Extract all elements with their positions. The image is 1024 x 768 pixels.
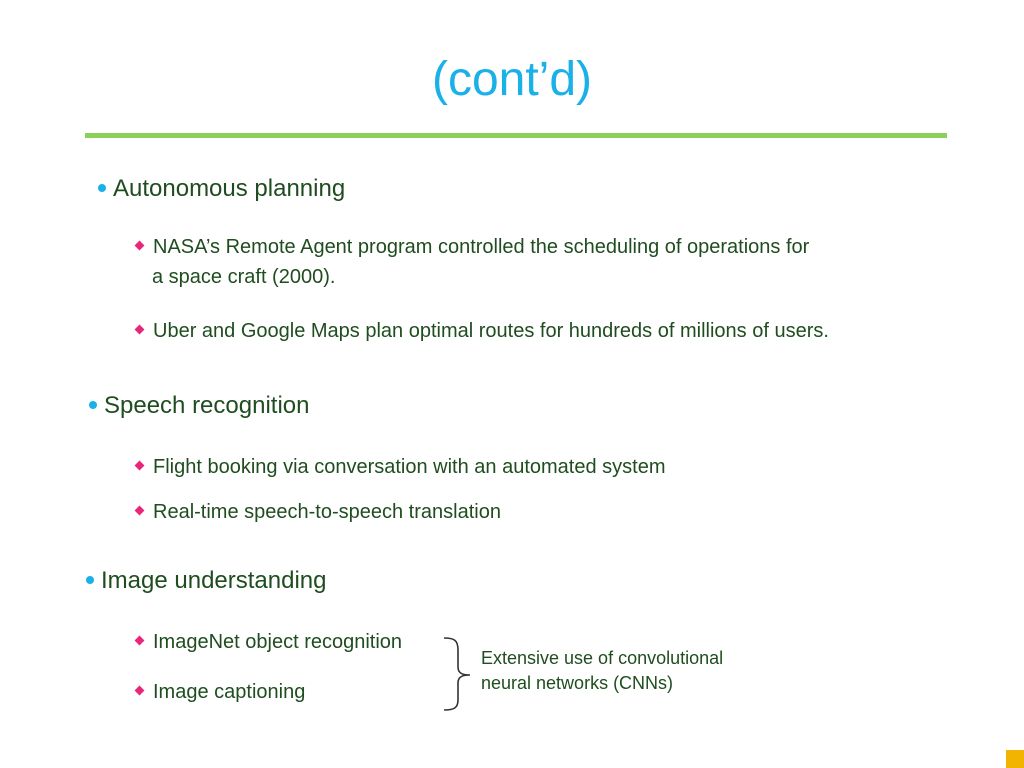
curly-brace-icon <box>440 630 480 716</box>
item-text: Uber and Google Maps plan optimal routes for hundreds of millions of users. <box>153 320 829 342</box>
diamond-bullet-icon <box>135 506 145 516</box>
item-text: NASA’s Remote Agent program controlled the scheduling of operations for <box>153 236 810 258</box>
sub-bullet-image-captioning <box>134 681 305 704</box>
slide-title: (cont’d) <box>431 53 593 106</box>
sub-bullet-nasa <box>134 236 809 259</box>
item-text: Real-time speech-to-speech translation <box>153 501 501 523</box>
diamond-bullet-icon <box>135 636 145 646</box>
title-divider <box>85 133 947 138</box>
cnn-note <box>481 646 723 696</box>
bullet-autonomous-planning <box>98 175 345 203</box>
corner-square-decoration <box>1006 750 1024 768</box>
diamond-bullet-icon <box>135 686 145 696</box>
bullet-dot-icon <box>89 401 97 409</box>
sub-bullet-flight-booking <box>134 456 666 479</box>
sub-bullet-imagenet <box>134 631 402 654</box>
sub-bullet-uber <box>134 320 829 343</box>
item-text: Image captioning <box>153 681 306 703</box>
section-heading: Speech recognition <box>104 392 310 419</box>
diamond-bullet-icon <box>135 241 145 251</box>
note-line: Extensive use of convolutional <box>481 648 724 668</box>
diamond-bullet-icon <box>135 325 145 335</box>
bullet-dot-icon <box>86 576 94 584</box>
section-heading: Autonomous planning <box>113 175 346 202</box>
bullet-image-understanding <box>86 567 327 595</box>
section-heading: Image understanding <box>101 567 327 594</box>
sub-bullet-speech-translation <box>134 501 501 524</box>
note-line: neural networks (CNNs) <box>481 673 674 693</box>
sub-bullet-nasa-continued: a space craft (2000). <box>152 266 336 288</box>
bullet-dot-icon <box>98 184 106 192</box>
diamond-bullet-icon <box>135 461 145 471</box>
item-text: ImageNet object recognition <box>153 631 403 653</box>
item-text: Flight booking via conversation with an automated system <box>153 456 666 478</box>
bullet-speech-recognition <box>89 392 309 420</box>
